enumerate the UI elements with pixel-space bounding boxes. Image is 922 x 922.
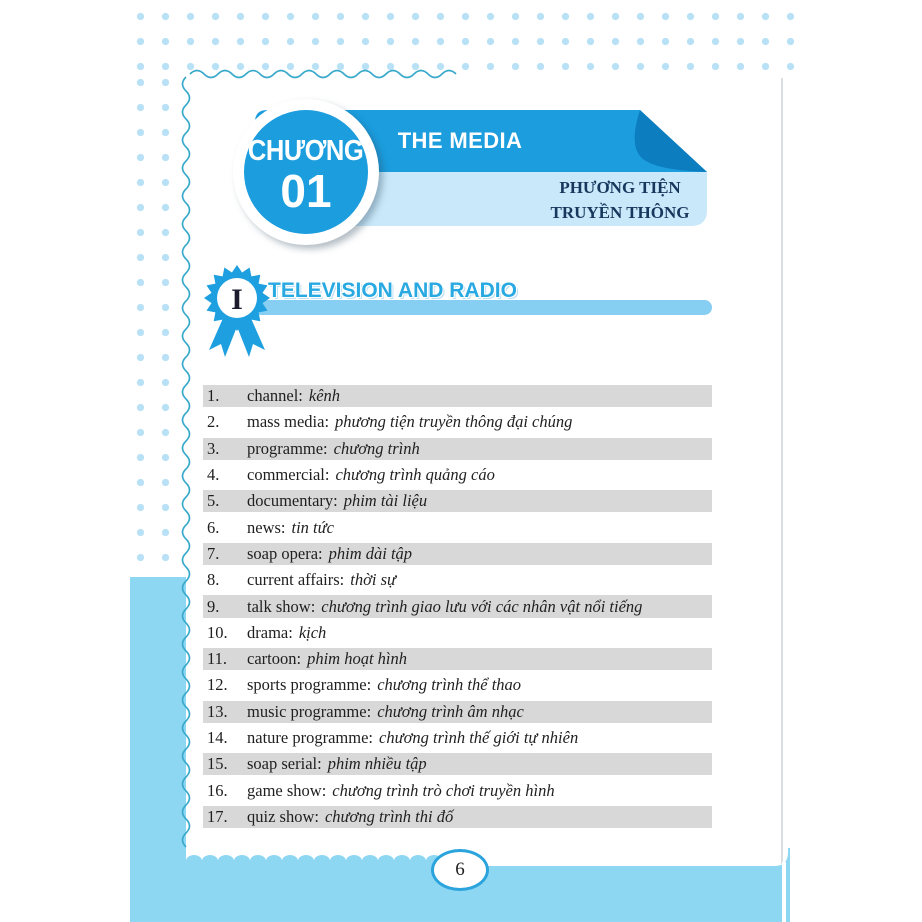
vocab-meaning: phim nhiều tập [327,754,427,774]
vocabulary-list [203,383,712,830]
vocab-row [203,804,712,830]
page-number: 6 [455,859,465,880]
vocab-number: 7. [207,543,220,563]
vocab-number: 1. [207,386,220,406]
vocab-term: channel: [247,386,303,406]
page-bottom-scalloped-edge [186,840,790,884]
vocab-term: game show: [247,780,327,800]
vocab-row [203,567,712,593]
vocab-meaning: chương trình trò chơi truyền hình [332,780,555,800]
vocab-term: current affairs: [247,570,345,590]
vocab-number: 13. [207,701,228,721]
chapter-number-circle [233,99,379,245]
vocab-term: nature programme: [247,728,373,747]
vocab-number: 16. [207,780,228,800]
vocab-term: news: [247,517,286,537]
rosette-badge-icon [197,258,277,366]
vocab-meaning: chương trình thi đố [324,806,454,826]
vocab-term: music programme: [247,701,372,721]
vocab-term: sports programme: [247,675,372,695]
page-number-badge [431,849,489,891]
vocab-number: 3. [207,438,220,458]
vocab-term: drama: [247,622,293,642]
vocab-meaning: kịch [298,622,327,642]
vocab-row [203,409,712,435]
vocab-number: 11. [207,649,228,669]
dot-pattern-top [128,4,795,70]
section-title: TELEVISION AND RADIO [268,279,517,302]
vocab-row [203,725,712,751]
vocab-row [203,751,712,777]
vocab-meaning: tin tức [291,517,334,537]
vocab-meaning: chương trình quảng cáo [335,465,495,485]
vocab-row [203,541,712,567]
vocab-term: mass media: [247,412,330,432]
chapter-number: 01 [280,164,332,217]
vocab-number: 14. [207,728,228,747]
vocab-term: soap serial: [247,754,322,774]
chapter-title-en: THE MEDIA [397,128,523,153]
vocab-row [203,593,712,619]
vocab-meaning: chương trình thế giới tự nhiên [379,728,579,747]
vocab-row [203,462,712,488]
page-fold-hairline-bottom [782,862,786,922]
vocab-meaning: kênh [308,386,341,406]
vocab-term: commercial: [247,465,330,485]
vocab-number: 6. [207,517,220,537]
chapter-title-vi [540,175,700,225]
vocab-meaning: chương trình âm nhạc [377,701,524,721]
vocab-meaning: phim dài tập [328,543,413,563]
vocab-term: documentary: [247,491,338,511]
chapter-number-circle-inner [244,110,368,234]
vocab-number: 17. [207,806,228,826]
vocab-number: 2. [207,412,220,432]
vocab-row [203,699,712,725]
vocab-row [203,646,712,672]
section-numeral: I [231,283,243,316]
chapter-title-vi-line2: TRUYỀN THÔNG [550,203,690,222]
vocab-number: 8. [207,570,220,590]
vocab-term: programme: [247,438,328,458]
vocab-term: quiz show: [247,806,319,826]
vocab-row [203,436,712,462]
vocab-number: 5. [207,491,220,511]
vocab-number: 10. [207,622,228,642]
vocab-meaning: phim tài liệu [343,491,428,511]
vocab-row [203,620,712,646]
vocab-number: 15. [207,754,228,774]
chapter-title-vi-line1: PHƯƠNG TIỆN [559,178,681,197]
vocab-row [203,488,712,514]
vocab-meaning: chương trình giao lưu với các nhân vật nổi tiếng [321,596,643,616]
vocab-number: 9. [207,596,220,616]
vocab-meaning: chương trình [333,438,420,458]
vocab-number: 12. [207,675,228,695]
vocab-term: cartoon: [247,649,302,669]
vocab-row [203,777,712,803]
chapter-label: CHƯƠNG [248,134,364,167]
vocab-meaning: chương trình thể thao [377,675,522,695]
vocab-row [203,383,712,409]
vocab-term: soap opera: [247,543,323,563]
vocab-meaning: phương tiện truyền thông đại chúng [335,412,573,432]
vocab-meaning: thời sự [350,570,397,590]
dot-pattern-left [128,70,178,570]
vocab-row [203,672,712,698]
vocab-number: 4. [207,465,220,485]
vocab-term: talk show: [247,596,316,616]
vocab-meaning: phim hoạt hình [307,649,407,669]
vocab-row [203,514,712,540]
